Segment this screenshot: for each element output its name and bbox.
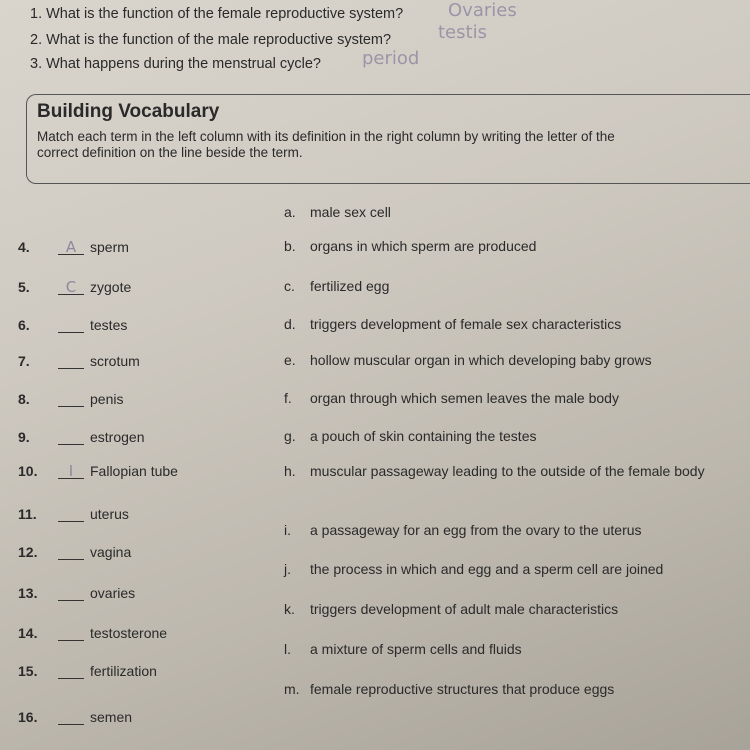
answer-blank[interactable]: A: [58, 238, 84, 255]
definition-row: [284, 204, 391, 220]
definition-text: a pouch of skin containing the testes: [310, 428, 537, 444]
definition-letter: i.: [284, 522, 291, 538]
term-label: uterus: [90, 506, 129, 522]
vocabulary-instructions: Match each term in the left column with its definition in the right column by writing the letter of the correct definition on the line beside the term.: [37, 129, 615, 160]
answer-blank[interactable]: [58, 543, 84, 560]
term-label: semen: [90, 709, 133, 725]
definition-row: [284, 238, 536, 254]
question-1: 1. What is the function of the female reproductive system?: [30, 6, 404, 22]
definition-row: [284, 681, 614, 697]
term-number: 8.: [18, 391, 30, 407]
term-number: 15.: [18, 663, 38, 679]
term-number: 6.: [18, 317, 30, 333]
definition-row: [284, 278, 389, 294]
term-label: penis: [90, 391, 124, 407]
definition-letter: k.: [284, 601, 295, 617]
definition-text: triggers development of female sex characteristics: [310, 316, 622, 332]
answer-blank[interactable]: [58, 708, 84, 725]
definition-text: hollow muscular organ in which developing baby grows: [310, 352, 652, 368]
term-label: scrotum: [90, 353, 140, 369]
definition-row: [284, 352, 652, 368]
answer-blank[interactable]: [58, 352, 84, 369]
answer-blank[interactable]: [58, 624, 84, 641]
term-row: [18, 624, 167, 641]
definition-text: organs in which sperm are produced: [310, 238, 537, 254]
definition-letter: m.: [284, 681, 300, 697]
answer-blank[interactable]: [58, 584, 84, 601]
term-row: [18, 584, 135, 601]
term-label: testosterone: [90, 625, 168, 641]
definition-text: the process in which and egg and a sperm cell are joined: [310, 561, 664, 577]
term-row: [18, 238, 129, 255]
definition-text: organ through which semen leaves the male body: [310, 390, 619, 406]
definition-text: fertilized egg: [310, 278, 390, 294]
term-row: [18, 352, 140, 369]
definition-row: [284, 641, 522, 657]
term-label: Fallopian tube: [90, 463, 178, 479]
term-row: [18, 708, 132, 725]
definition-text: a passageway for an egg from the ovary to the uterus: [310, 522, 642, 538]
definition-row: [284, 428, 536, 444]
definition-row: [284, 390, 619, 406]
term-row: [18, 462, 178, 479]
term-row: [18, 278, 131, 295]
definition-letter: d.: [284, 316, 296, 332]
term-row: [18, 662, 157, 679]
answer-blank[interactable]: [58, 428, 84, 445]
term-number: 9.: [18, 429, 30, 445]
definition-row: [284, 561, 663, 577]
question-2: 2. What is the function of the male reproductive system?: [30, 32, 392, 48]
definition-text: muscular passageway leading to the outside of the female body: [310, 463, 705, 479]
definition-row: [284, 522, 642, 538]
definition-text: a mixture of sperm cells and fluids: [310, 641, 522, 657]
term-number: 4.: [18, 239, 30, 255]
term-number: 16.: [18, 709, 38, 725]
term-row: [18, 428, 144, 445]
term-label: zygote: [90, 279, 132, 295]
term-number: 14.: [18, 625, 38, 641]
definition-letter: c.: [284, 278, 295, 294]
term-number: 5.: [18, 279, 30, 295]
definition-letter: e.: [284, 352, 296, 368]
term-number: 11.: [18, 506, 37, 522]
definition-letter: g.: [284, 428, 296, 444]
term-row: [18, 505, 129, 522]
definition-letter: b.: [284, 238, 296, 254]
term-number: 13.: [18, 585, 38, 601]
vocabulary-box: [26, 94, 750, 184]
handwritten-answer-3: period: [362, 48, 420, 69]
answer-blank[interactable]: I: [58, 462, 84, 479]
term-number: 10.: [18, 463, 38, 479]
term-label: ovaries: [90, 585, 136, 601]
definition-letter: f.: [284, 390, 292, 406]
definition-text: male sex cell: [310, 204, 391, 220]
definition-row: [284, 316, 621, 332]
handwritten-answer-2: testis: [438, 22, 487, 43]
term-row: [18, 390, 123, 407]
term-label: testes: [90, 317, 128, 333]
definition-text: female reproductive structures that produce eggs: [310, 681, 615, 697]
handwritten-answer-1: Ovaries: [448, 0, 517, 21]
term-number: 7.: [18, 353, 30, 369]
answer-blank[interactable]: C: [58, 278, 84, 295]
definition-text: triggers development of adult male characteristics: [310, 601, 619, 617]
answer-blank[interactable]: [58, 662, 84, 679]
term-row: [18, 316, 127, 333]
question-3: 3. What happens during the menstrual cycle?: [30, 56, 321, 72]
definition-letter: j.: [284, 561, 291, 577]
vocabulary-title: Building Vocabulary: [37, 101, 220, 122]
definition-letter: h.: [284, 463, 296, 479]
answer-blank[interactable]: [58, 390, 84, 407]
term-label: sperm: [90, 239, 129, 255]
term-label: fertilization: [90, 663, 157, 679]
answer-blank[interactable]: [58, 505, 84, 522]
answer-blank[interactable]: [58, 316, 84, 333]
definition-row: [284, 601, 618, 617]
definition-letter: a.: [284, 204, 296, 220]
definition-letter: l.: [284, 641, 291, 657]
definition-row: [284, 462, 744, 481]
term-number: 12.: [18, 544, 38, 560]
term-row: [18, 543, 131, 560]
term-label: estrogen: [90, 429, 145, 445]
term-label: vagina: [90, 544, 132, 560]
